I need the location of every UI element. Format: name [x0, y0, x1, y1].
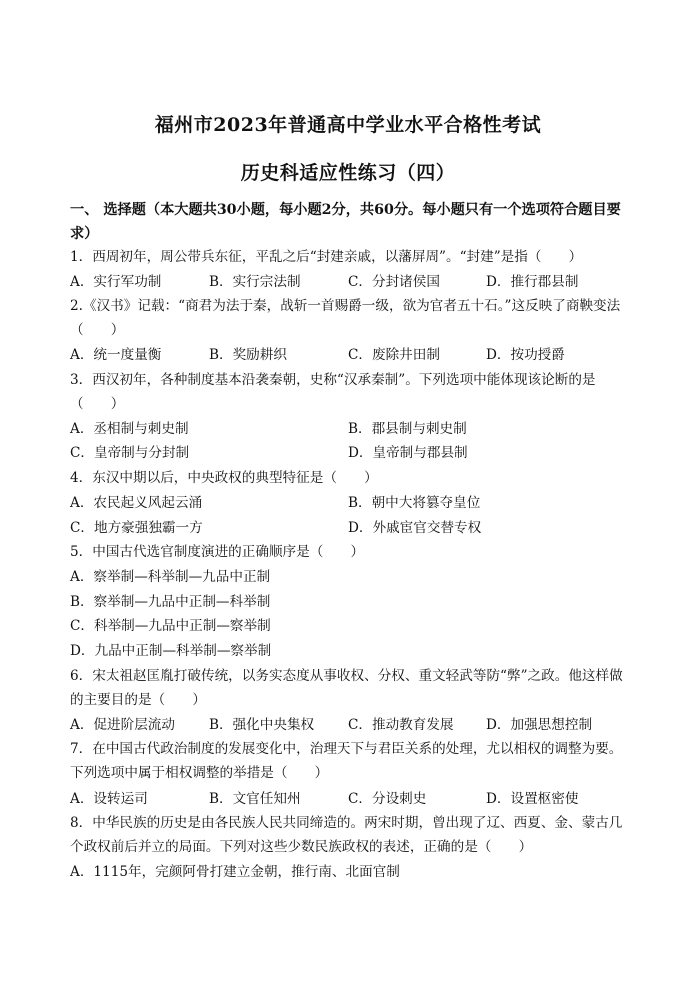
question-6-stem: 6．宋太祖赵匡胤打破传统，以务实态度从事收权、分权、重文轻武等防“弊”之政。他这样做的主要目的是（ ）	[70, 668, 623, 708]
question-7-options	[70, 787, 630, 811]
question-3-option-b: B．郡县制与刺史制	[348, 421, 467, 437]
question-2-option-a: A．统一度量衡	[70, 347, 162, 363]
question-5-stem: 5．中国古代选官制度演进的正确顺序是（ ）	[70, 544, 365, 560]
question-3-option-c: C．皇帝制与分封制	[70, 445, 190, 461]
question-3-options-row1	[70, 417, 630, 441]
exam-subtitle: 历史科适应性练习（四）	[240, 162, 456, 184]
question-4-option-b: B．朝中大将篡夺皇位	[348, 495, 481, 511]
question-4-option-d: D．外戚宦官交替专权	[348, 520, 482, 536]
question-3-options-row2	[70, 441, 630, 465]
question-6-option-b: B．强化中央集权	[209, 717, 315, 733]
question-1-options	[70, 270, 630, 294]
question-1-option-b: B．实行宗法制	[209, 274, 301, 290]
question-7-option-d: D．设置枢密使	[486, 791, 579, 807]
question-5-option-c: C．科举制—九品中正制—察举制	[70, 618, 271, 634]
question-2-stem: 2.《汉书》记载：“商君为法于秦，战斩一首赐爵一级，欲为官者五十石。”这反映了商鞅变法（ ）	[70, 298, 621, 338]
question-4-option-a: A．农民起义风起云涌	[70, 495, 203, 511]
exam-title: 福州市2023年普通高中学业水平合格性考试	[154, 114, 542, 136]
question-4-stem: 4．东汉中期以后，中央政权的典型特征是（ ）	[70, 470, 378, 486]
question-2-options	[70, 343, 630, 367]
question-8-option-a: A．1115年，完颜阿骨打建立金朝，推行南、北面官制	[70, 864, 400, 880]
section-heading: 一、 选择题（本大题共30小题，每小题2分，共60分。每小题只有一个选项符合题目要求）	[70, 202, 621, 242]
question-6-options	[70, 713, 630, 737]
question-7-stem: 7．在中国古代政治制度的发展变化中，治理天下与君臣关系的处理，尤以相权的调整为要。下列选项中属于相权调整的举措是（ ）	[70, 741, 623, 781]
question-7-option-b: B．文官任知州	[209, 791, 301, 807]
question-4-options-row2	[70, 516, 630, 540]
question-2-option-c: C．废除井田制	[348, 347, 440, 363]
question-3-stem: 3．西汉初年，各种制度基本沿袭秦朝，史称“汉承秦制”。下列选项中能体现该论断的是（ ）	[70, 372, 596, 412]
question-1-stem: 1．西周初年，周公带兵东征，平乱之后“封建亲戚，以藩屏周”。“封建”是指（ ）	[70, 249, 583, 265]
question-4-options-row1	[70, 491, 630, 515]
question-2-option-d: D．按功授爵	[486, 347, 565, 363]
question-6-option-c: C．推动教育发展	[348, 717, 454, 733]
question-7-option-a: A．设转运司	[70, 791, 148, 807]
question-5-option-b: B．察举制—九品中正制—科举制	[70, 594, 271, 610]
question-1-option-c: C．分封诸侯国	[348, 274, 440, 290]
question-3-option-d: D．皇帝制与郡县制	[348, 445, 468, 461]
question-7-option-c: C．分设刺史	[348, 791, 427, 807]
question-5-option-a: A．察举制—科举制—九品中正制	[70, 569, 271, 585]
question-8-stem: 8．中华民族的历史是由各民族人民共同缔造的。两宋时期，曾出现了辽、西夏、金、蒙古几个政权前后并立的局面。下列对这些少数民族政权的表述，正确的是（ ）	[70, 815, 623, 855]
question-1-option-a: A．实行军功制	[70, 274, 162, 290]
question-2-option-b: B．奖励耕织	[209, 347, 287, 363]
question-4-option-c: C．地方豪强独霸一方	[70, 520, 203, 536]
question-6-option-d: D．加强思想控制	[486, 717, 593, 733]
question-6-option-a: A．促进阶层流动	[70, 717, 175, 733]
question-3-option-a: A．丞相制与刺史制	[70, 421, 189, 437]
question-1-option-d: D．推行郡县制	[486, 274, 579, 290]
question-5-option-d: D．九品中正制—科举制—察举制	[70, 643, 272, 659]
